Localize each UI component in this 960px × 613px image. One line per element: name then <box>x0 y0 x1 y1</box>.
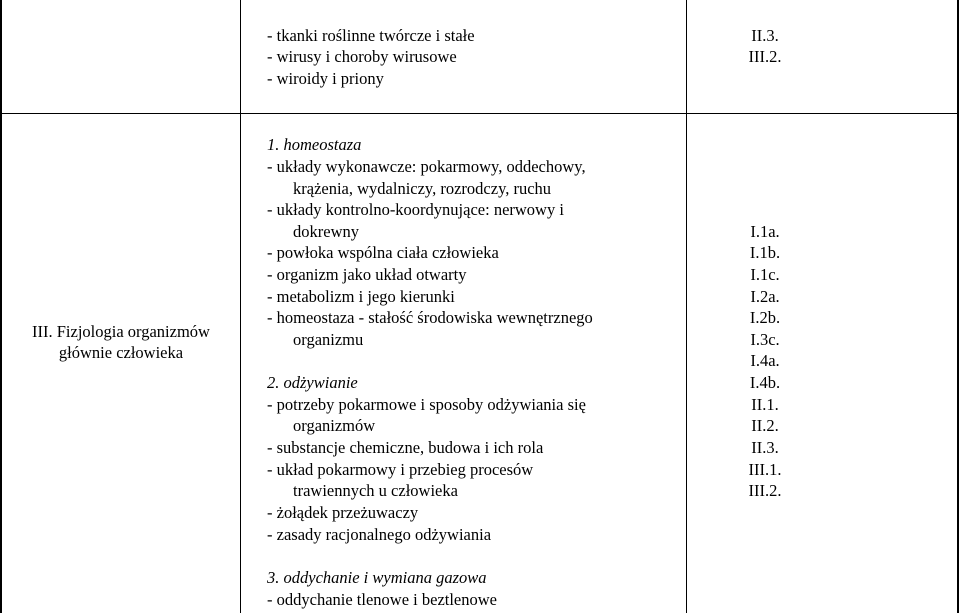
ref-code: I.2a. <box>750 287 780 306</box>
ref-code: I.1c. <box>750 265 780 284</box>
ref-code: I.4b. <box>749 373 781 392</box>
ref-code: I.1b. <box>749 243 781 262</box>
ref-code: II.2. <box>751 416 779 435</box>
list-item: - układy kontrolno-koordynujące: nerwowy i <box>267 200 564 219</box>
table-border-left <box>0 0 2 613</box>
list-item: - wiroidy i priony <box>267 69 384 88</box>
list-item: organizmów <box>293 416 376 435</box>
section-title-line: głównie człowieka <box>58 343 184 362</box>
list-item: - żołądek przeżuwaczy <box>267 503 419 522</box>
list-item: - homeostaza - stałość środowiska wewnętrznego <box>267 308 593 327</box>
ref-code: I.3c. <box>750 330 780 349</box>
list-item: organizmu <box>293 330 364 349</box>
ref-code: I.1a. <box>750 222 780 241</box>
list-item: - organizm jako układ otwarty <box>267 265 467 284</box>
topic-heading: 3. oddychanie i wymiana gazowa <box>267 568 487 587</box>
list-item: - potrzeby pokarmowe i sposoby odżywiania się <box>267 395 586 414</box>
list-item: - powłoka wspólna ciała człowieka <box>267 243 499 262</box>
list-item: - metabolizm i jego kierunki <box>267 287 455 306</box>
ref-code: I.2b. <box>749 308 781 327</box>
ref-code: III.2. <box>748 47 782 66</box>
table-border-right <box>957 0 959 613</box>
list-item: - układ pokarmowy i przebieg procesów <box>267 460 534 479</box>
list-item: dokrewny <box>293 222 359 241</box>
topic-heading: 2. odżywianie <box>267 373 358 392</box>
list-item: - zasady racjonalnego odżywiania <box>267 525 492 544</box>
ref-code: I.4a. <box>750 351 780 370</box>
topic-heading: 1. homeostaza <box>267 135 362 154</box>
list-item: - tkanki roślinne twórcze i stałe <box>267 26 475 45</box>
list-item: krążenia, wydalniczy, rozrodczy, ruchu <box>293 179 552 198</box>
list-item: - układy wykonawcze: pokarmowy, oddechowy, <box>267 157 586 176</box>
ref-code: III.1. <box>748 460 782 479</box>
row-divider <box>0 113 959 114</box>
list-item: - oddychanie tlenowe i beztlenowe <box>267 590 497 609</box>
ref-code: III.2. <box>748 481 782 500</box>
section-title-line: III. Fizjologia organizmów <box>32 322 210 341</box>
ref-code: II.3. <box>751 438 779 457</box>
column-divider-1 <box>240 0 241 613</box>
list-item: - wirusy i choroby wirusowe <box>267 47 457 66</box>
list-item: - substancje chemiczne, budowa i ich rola <box>267 438 544 457</box>
list-item: trawiennych u człowieka <box>293 481 458 500</box>
ref-code: II.3. <box>751 26 779 45</box>
ref-code: II.1. <box>751 395 779 414</box>
